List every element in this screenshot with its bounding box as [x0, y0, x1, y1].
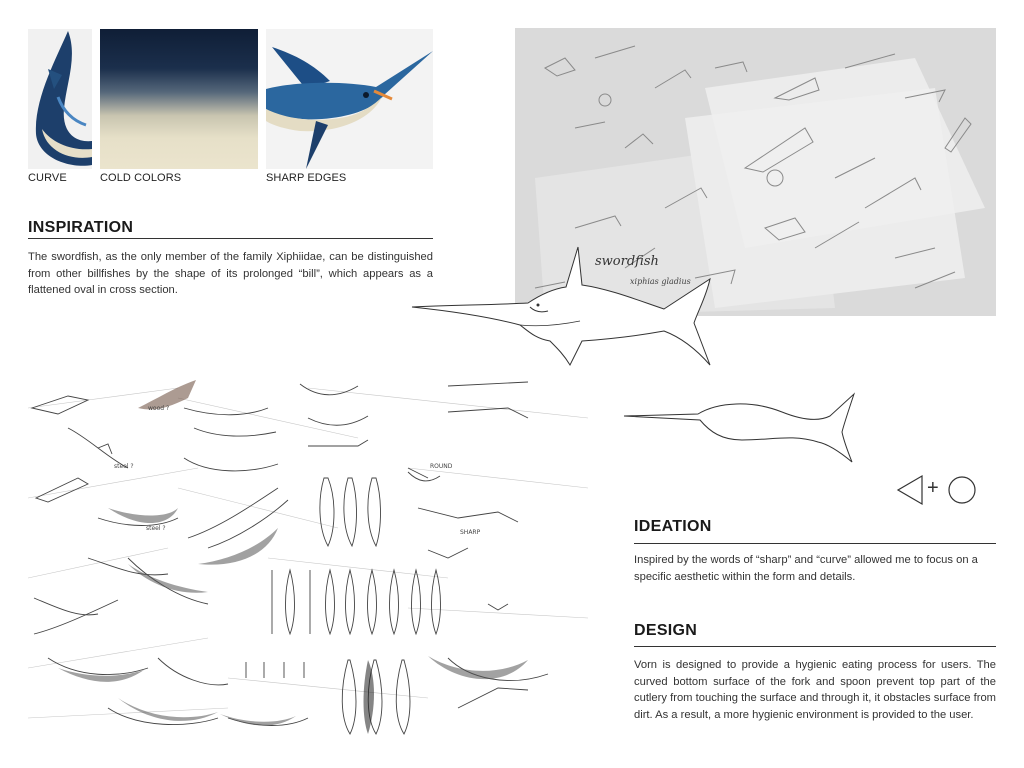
- sketch-script-title: swordfish: [595, 254, 659, 269]
- circle-icon: [949, 477, 975, 503]
- design-rule: [634, 646, 996, 647]
- inspiration-rule: [28, 238, 433, 239]
- ideation-rule: [634, 543, 996, 544]
- swordfish-outline-drawing: [410, 245, 725, 370]
- sketch-note-round: ROUND: [430, 463, 453, 470]
- triangle-icon: [898, 476, 922, 504]
- ideation-heading: IDEATION: [634, 518, 712, 535]
- sketch-note-wood: wood ?: [148, 405, 170, 412]
- cold-colors-image: [100, 29, 258, 169]
- design-heading: DESIGN: [634, 622, 698, 639]
- triangle-plus-circle-symbol: [896, 474, 978, 506]
- sketch-note-steel-1: steel ?: [114, 463, 134, 470]
- inspiration-text: The swordfish, as the only member of the family Xiphiidae, can be distinguished from other billfishes by the shape of its prolonged “bill”, which appears as a flattened oval in cross section.: [28, 251, 433, 296]
- sketch-script-subtitle: xiphias gladius: [630, 277, 691, 286]
- sharp-edges-image: [266, 29, 433, 169]
- plus-icon: +: [927, 477, 939, 499]
- cold-colors-caption: COLD COLORS: [100, 172, 182, 184]
- sketch-note-sharp: SHARP: [460, 529, 481, 536]
- sketch-note-steel-2: steel ?: [146, 525, 166, 532]
- design-text: Vorn is designed to provide a hygienic eating process for users. The curved bottom surface of the fork and spoon prevent top part of the cutlery from touching the surface and through it, it obstacles surface from dirt. As a result, a more hygienic environment is provided to the user.: [634, 659, 996, 721]
- curve-caption: CURVE: [28, 172, 67, 184]
- sharp-edges-caption: SHARP EDGES: [266, 172, 347, 184]
- curve-image: [28, 29, 92, 169]
- simplified-fish-line-drawing: [622, 392, 858, 464]
- cutlery-sketch-sheet: [28, 378, 588, 748]
- inspiration-heading: INSPIRATION: [28, 219, 134, 236]
- ideation-text: Inspired by the words of “sharp” and “curve” allowed me to focus on a specific aesthetic within the form and details.: [634, 554, 978, 583]
